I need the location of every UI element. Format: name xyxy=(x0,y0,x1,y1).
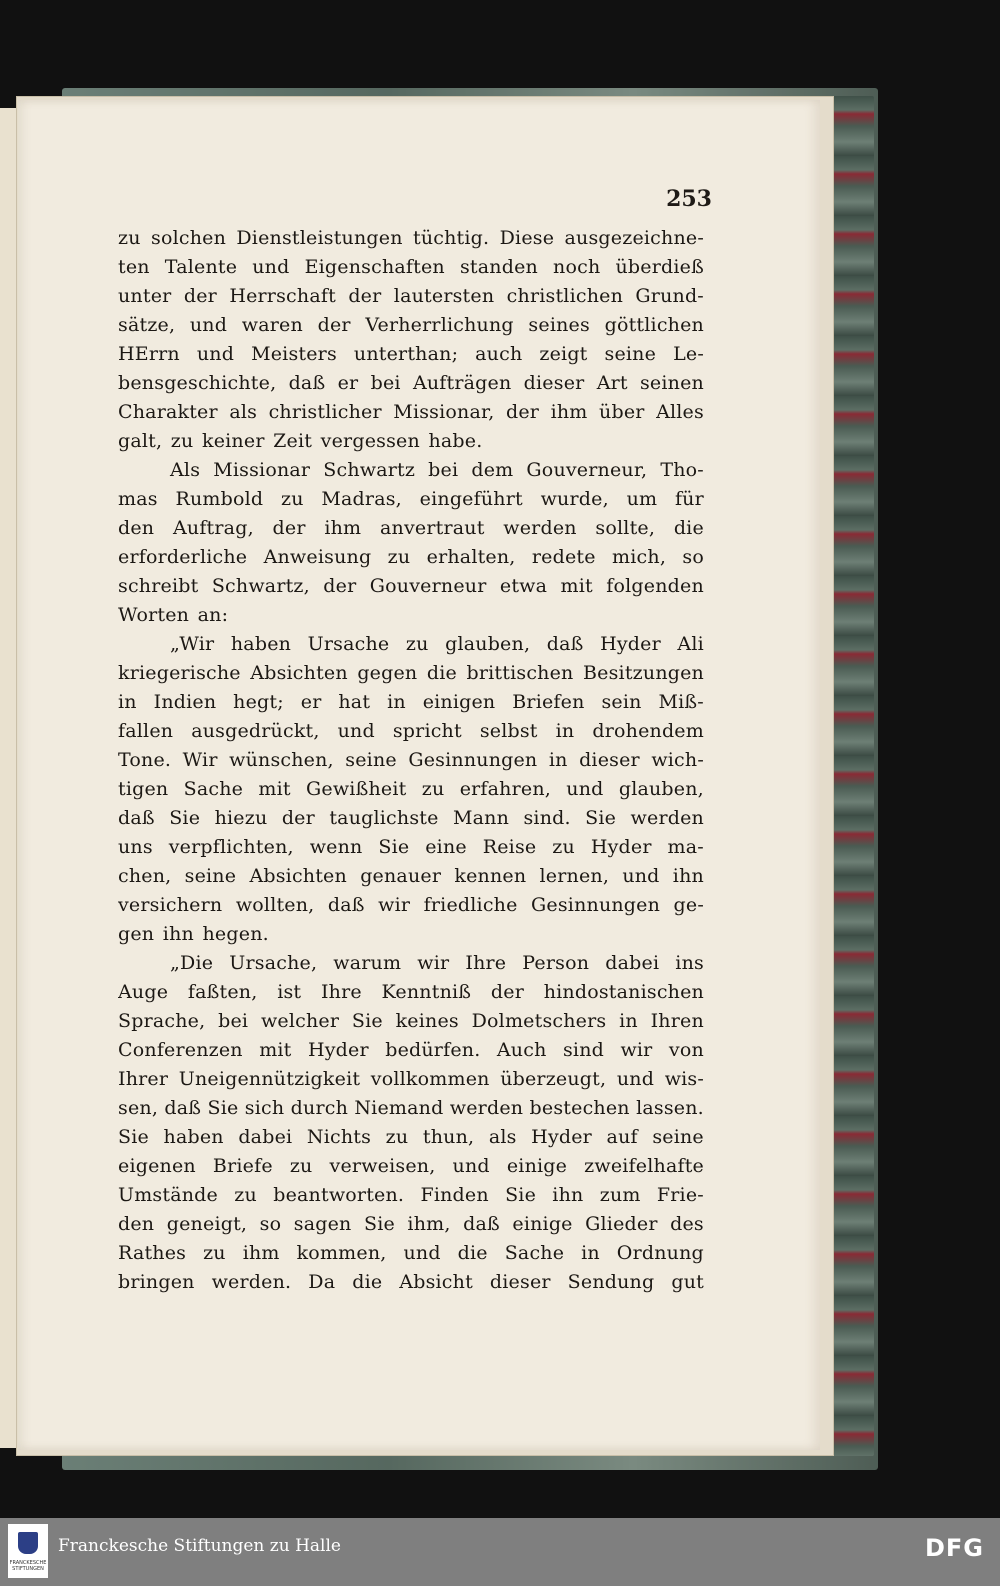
text-line: HErrn und Meisters unterthan; auch zeigt seine Le- xyxy=(118,343,704,365)
text-line: Auge faßten, ist Ihre Kenntniß der hindostanischen xyxy=(118,981,704,1003)
text-line: Conferenzen mit Hyder bedürfen. Auch sind wir von xyxy=(118,1039,704,1061)
text-line: in Indien hegt; er hat in einigen Briefen sein Miß- xyxy=(118,691,704,713)
text-line: Sprache, bei welcher Sie keines Dolmetschers in Ihren xyxy=(118,1010,704,1032)
text-line: daß Sie hiezu der tauglichste Mann sind. Sie werden xyxy=(118,807,704,829)
text-line: den Auftrag, der ihm anvertraut werden sollte, die xyxy=(118,517,704,539)
footer-bar xyxy=(0,1518,1000,1586)
page-text xyxy=(118,224,704,1297)
text-line: „Wir haben Ursache zu glauben, daß Hyder Ali xyxy=(170,633,704,655)
text-line: unter der Herrschaft der lautersten christlichen Grund- xyxy=(118,285,704,307)
text-line: eigenen Briefe zu verweisen, und einige zweifelhafte xyxy=(118,1155,704,1177)
text-line: Sie haben dabei Nichts zu thun, als Hyder auf seine xyxy=(118,1126,704,1148)
logo-caption: FRANCKESCHE STIFTUNGEN xyxy=(9,1560,47,1572)
dfg-logo[interactable]: DFG xyxy=(924,1534,984,1562)
text-line: zu solchen Dienstleistungen tüchtig. Diese ausgezeichne- xyxy=(118,227,704,249)
text-line: sen, daß Sie sich durch Niemand werden bestechen lassen. xyxy=(118,1097,704,1119)
institution-logo[interactable] xyxy=(8,1524,48,1578)
text-line: kriegerische Absichten gegen die brittischen Besitzungen xyxy=(118,662,704,684)
text-line: schreibt Schwartz, der Gouverneur etwa mit folgenden xyxy=(118,575,704,597)
page-number: 253 xyxy=(666,186,712,212)
marbled-cover-edge xyxy=(830,96,874,1456)
text-line: Umstände zu beantworten. Finden Sie ihn zum Frie- xyxy=(118,1184,704,1206)
text-line: Rathes zu ihm kommen, und die Sache in Ordnung xyxy=(118,1242,704,1264)
text-line: Worten an: xyxy=(118,604,229,626)
text-line: tigen Sache mit Gewißheit zu erfahren, und glauben, xyxy=(118,778,704,800)
crest-icon xyxy=(18,1532,38,1554)
text-line: versichern wollten, daß wir friedliche Gesinnungen ge- xyxy=(118,894,704,916)
text-line: uns verpflichten, wenn Sie eine Reise zu Hyder ma- xyxy=(118,836,704,858)
text-line: galt, zu keiner Zeit vergessen habe. xyxy=(118,430,483,452)
text-line: mas Rumbold zu Madras, eingeführt wurde, um für xyxy=(118,488,704,510)
text-line: fallen ausgedrückt, und spricht selbst in drohendem xyxy=(118,720,704,742)
text-line: sätze, und waren der Verherrlichung seines göttlichen xyxy=(118,314,704,336)
text-line: chen, seine Absichten genauer kennen lernen, und ihn xyxy=(118,865,704,887)
text-line: bringen werden. Da die Absicht dieser Sendung gut xyxy=(118,1271,704,1293)
text-line: den geneigt, so sagen Sie ihm, daß einige Glieder des xyxy=(118,1213,704,1235)
text-line: Tone. Wir wünschen, seine Gesinnungen in dieser wich- xyxy=(118,749,704,771)
institution-name[interactable]: Franckesche Stiftungen zu Halle xyxy=(58,1536,341,1556)
text-line: ten Talente und Eigenschaften standen noch überdieß xyxy=(118,256,704,278)
text-line: Ihrer Uneigennützigkeit vollkommen überzeugt, und wis- xyxy=(118,1068,704,1090)
text-line: gen ihn hegen. xyxy=(118,923,269,945)
text-line: erforderliche Anweisung zu erhalten, redete mich, so xyxy=(118,546,704,568)
text-line: Als Missionar Schwartz bei dem Gouverneur, Tho- xyxy=(170,459,704,481)
text-line: bensgeschichte, daß er bei Aufträgen dieser Art seinen xyxy=(118,372,704,394)
text-line: Charakter als christlicher Missionar, der ihm über Alles xyxy=(118,401,704,423)
text-line: „Die Ursache, warum wir Ihre Person dabei ins xyxy=(170,952,704,974)
